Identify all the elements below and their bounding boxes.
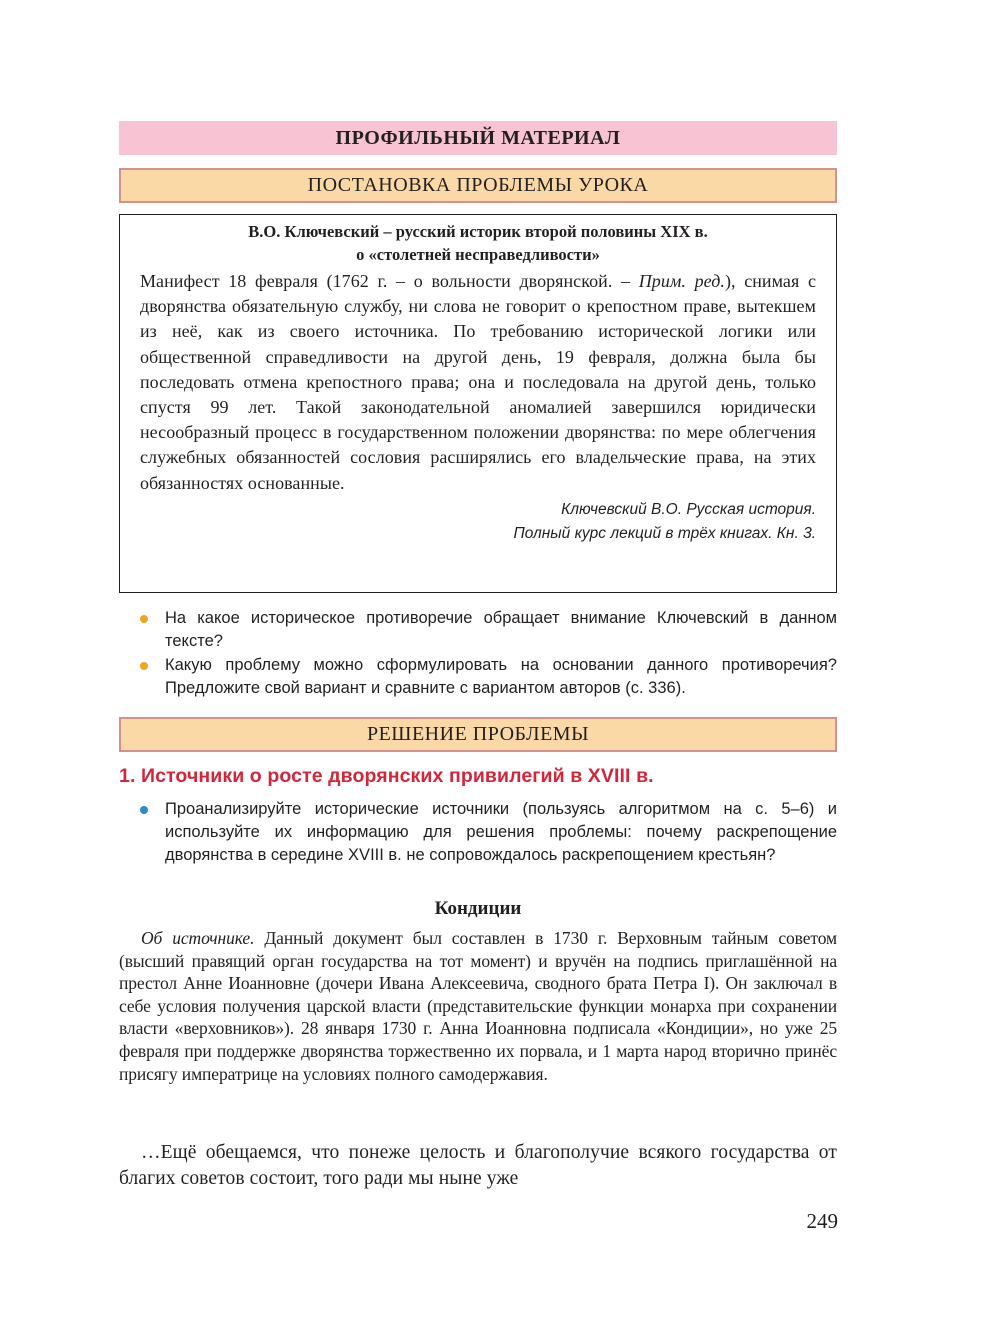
quote-body-note: Прим. ред. xyxy=(638,271,725,291)
problem-solution-banner xyxy=(119,717,837,752)
quote-citation xyxy=(140,498,816,546)
lesson-problem-banner xyxy=(119,168,837,203)
question-text: На какое историческое противоречие обращает внимание Ключевский в данном тексте? xyxy=(165,609,837,650)
task-list xyxy=(140,798,837,868)
page-number: 249 xyxy=(806,1209,838,1233)
quote-body-rest: ), снимая с дворянства обязательную службу, ни слова не говорит о крепостном праве, вытекшем из неё, как из своего источника. По требованию исторической логики или общественной справедливости на другой день, 19 февраля, должна была бы последовать отмена крепостного права; она и последовала на другой день, только спустя 99 лет. Такой законодательной аномалией завершился юридически несообразный процесс в государственном положении дворянства: по мере облегчения служебных обязанностей сословия расширялись его владельческие права, на этих обязанностях основанные. xyxy=(140,271,816,493)
task-text: Проанализируйте исторические источники (пользуясь алгоритмом на с. 5–6) и используйте их информацию для решения проблемы: почему раскрепощение дворянства в середине XVIII в. не сопровождалось раскрепощением крестьян? xyxy=(165,800,837,864)
document-excerpt: …Ещё обещаемся, что понеже целость и благополучие всякого государства от благих советов состоит, того ради мы ныне уже xyxy=(119,1142,837,1189)
quote-body xyxy=(140,269,816,496)
citation-line2: Полный курс лекций в трёх книгах. Кн. 3. xyxy=(513,524,816,542)
quote-title-line2: о «столетней несправедливости» xyxy=(356,245,600,264)
lesson-problem-title: ПОСТАНОВКА ПРОБЛЕМЫ УРОКА xyxy=(307,174,649,196)
section-heading: 1. Источники о росте дворянских привилегий в XVIII в. xyxy=(119,765,654,787)
quote-body-start: Манифест 18 февраля (1762 г. – о вольности дворянской. – xyxy=(140,271,639,291)
profile-material-banner xyxy=(119,121,837,155)
question-item xyxy=(140,607,837,653)
orange-bullet-icon xyxy=(140,615,148,623)
about-source-text: Данный документ был составлен в 1730 г. Верховным тайным советом (высший правящий орган государства на тот момент) и вручён на подпись приглашённой на престол Анне Иоанновне (дочери Ивана Алексеевича, сводного брата Петра I). Он заключал в себе условия получения царской власти (представительские функции монарха при сохранении власти «верховников»). 28 января 1730 г. Анна Иоанновна подписала «Кондиции», но уже 25 февраля при поддержке дворянства торжественно их порвала, и 1 марта народ вторично принёс присягу императрице на условиях полного самодержавия. xyxy=(119,928,838,1084)
about-source-label: Об источнике. xyxy=(141,928,255,948)
source-title: Кондиции xyxy=(434,898,522,919)
questions-list xyxy=(140,607,837,701)
quote-box xyxy=(119,214,837,593)
problem-solution-title: РЕШЕНИЕ ПРОБЛЕМЫ xyxy=(366,723,590,745)
profile-material-title: ПРОФИЛЬНЫЙ МАТЕРИАЛ xyxy=(335,127,621,149)
orange-bullet-icon xyxy=(140,662,148,670)
question-item xyxy=(140,654,837,700)
question-text: Какую проблему можно сформулировать на основании данного противоречия? Предложите свой вариант и сравните с вариантом авторов (с. 336). xyxy=(165,656,837,697)
task-item xyxy=(140,798,837,867)
quote-title-line1: В.О. Ключевский – русский историк второй половины XIX в. xyxy=(248,222,708,241)
citation-line1: Ключевский В.О. Русская история. xyxy=(561,500,816,518)
blue-bullet-icon xyxy=(140,806,148,814)
about-source-paragraph xyxy=(119,927,837,1085)
